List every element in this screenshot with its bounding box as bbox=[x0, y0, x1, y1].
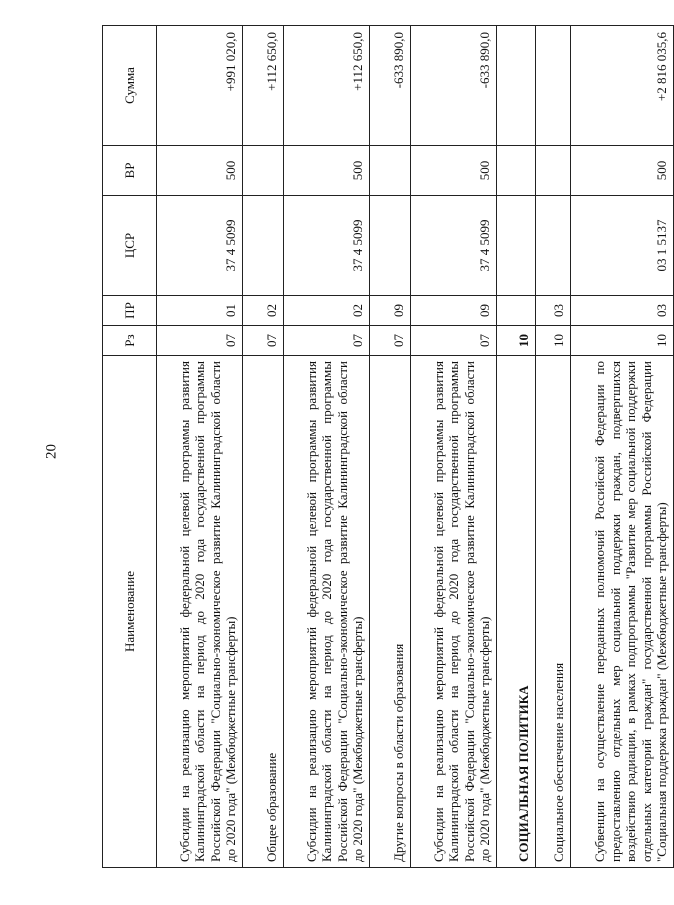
page-number: 20 bbox=[43, 444, 60, 459]
row-vr bbox=[243, 146, 284, 196]
row-vr: 500 bbox=[571, 146, 674, 196]
header-rz: Рз bbox=[103, 326, 157, 356]
row-vr bbox=[497, 146, 536, 196]
row-vr bbox=[536, 146, 571, 196]
row-name: Социальное обеспечение населения bbox=[536, 356, 571, 868]
row-pr: 09 bbox=[411, 296, 497, 326]
row-csr bbox=[243, 196, 284, 296]
row-sum bbox=[497, 26, 536, 146]
budget-table-container bbox=[102, 26, 670, 868]
row-csr: 37 4 5099 bbox=[411, 196, 497, 296]
row-sum: +2 816 035,6 bbox=[571, 26, 674, 146]
table-row bbox=[411, 26, 497, 868]
row-name: Субсидии на реализацию мероприятий федеральной целевой программы развития Калининградской области на период до 2020 года государственной программы Российской Федерации "Социально-экономическое развитие Калининградской области до 2020 года" (Межбюджетные трансферты) bbox=[284, 356, 370, 868]
row-name: СОЦИАЛЬНАЯ ПОЛИТИКА bbox=[497, 356, 536, 868]
table-row bbox=[571, 26, 674, 868]
row-name: Общее образование bbox=[243, 356, 284, 868]
row-vr: 500 bbox=[157, 146, 243, 196]
row-sum: +991 020,0 bbox=[157, 26, 243, 146]
row-rz: 07 bbox=[243, 326, 284, 356]
row-sum: +112 650,0 bbox=[243, 26, 284, 146]
row-pr: 01 bbox=[157, 296, 243, 326]
row-csr: 37 4 5099 bbox=[157, 196, 243, 296]
row-rz: 10 bbox=[571, 326, 674, 356]
row-rz: 10 bbox=[497, 326, 536, 356]
header-vr: ВР bbox=[103, 146, 157, 196]
row-rz: 07 bbox=[411, 326, 497, 356]
table-row bbox=[497, 26, 536, 868]
table-row bbox=[157, 26, 243, 868]
row-csr: 37 4 5099 bbox=[284, 196, 370, 296]
row-name: Субсидии на реализацию мероприятий федеральной целевой программы развития Калининградской области на период до 2020 года государственной программы Российской Федерации "Социально-экономическое развитие Калининградской области до 2020 года" (Межбюджетные трансферты) bbox=[411, 356, 497, 868]
row-pr: 03 bbox=[571, 296, 674, 326]
header-pr: ПР bbox=[103, 296, 157, 326]
row-csr: 03 1 5137 bbox=[571, 196, 674, 296]
row-rz: 07 bbox=[284, 326, 370, 356]
row-name: Субсидии на реализацию мероприятий федеральной целевой программы развития Калининградской области на период до 2020 года государственной программы Российской Федерации "Социально-экономическое развитие Калининградской области до 2020 года" (Межбюджетные трансферты) bbox=[157, 356, 243, 868]
row-vr: 500 bbox=[284, 146, 370, 196]
row-csr bbox=[370, 196, 411, 296]
row-rz: 07 bbox=[370, 326, 411, 356]
row-pr: 02 bbox=[284, 296, 370, 326]
row-csr bbox=[497, 196, 536, 296]
budget-table bbox=[102, 25, 674, 868]
row-pr: 09 bbox=[370, 296, 411, 326]
row-rz: 07 bbox=[157, 326, 243, 356]
row-sum bbox=[536, 26, 571, 146]
row-pr: 02 bbox=[243, 296, 284, 326]
row-name: Другие вопросы в области образования bbox=[370, 356, 411, 868]
row-csr bbox=[536, 196, 571, 296]
table-row bbox=[536, 26, 571, 868]
header-sum: Сумма bbox=[103, 26, 157, 146]
row-vr bbox=[370, 146, 411, 196]
table-row bbox=[370, 26, 411, 868]
table-header-row bbox=[103, 26, 157, 868]
table-row bbox=[284, 26, 370, 868]
row-pr: 03 bbox=[536, 296, 571, 326]
row-rz: 10 bbox=[536, 326, 571, 356]
row-name: Субвенции на осуществление переданных полномочий Российской Федерации по предоставлению отдельных мер социальной поддержки граждан, подвергшихся воздействию радиации, в рамках подпрограммы "Развитие мер социальной поддержки отдельных категорий граждан" государственной программы Российской Федерации "Социальная поддержка граждан" (Межбюджетные трансферты) bbox=[571, 356, 674, 868]
row-sum: +112 650,0 bbox=[284, 26, 370, 146]
row-vr: 500 bbox=[411, 146, 497, 196]
table-row bbox=[243, 26, 284, 868]
row-sum: -633 890,0 bbox=[370, 26, 411, 146]
header-csr: ЦСР bbox=[103, 196, 157, 296]
row-sum: -633 890,0 bbox=[411, 26, 497, 146]
header-name: Наименование bbox=[103, 356, 157, 868]
row-pr bbox=[497, 296, 536, 326]
